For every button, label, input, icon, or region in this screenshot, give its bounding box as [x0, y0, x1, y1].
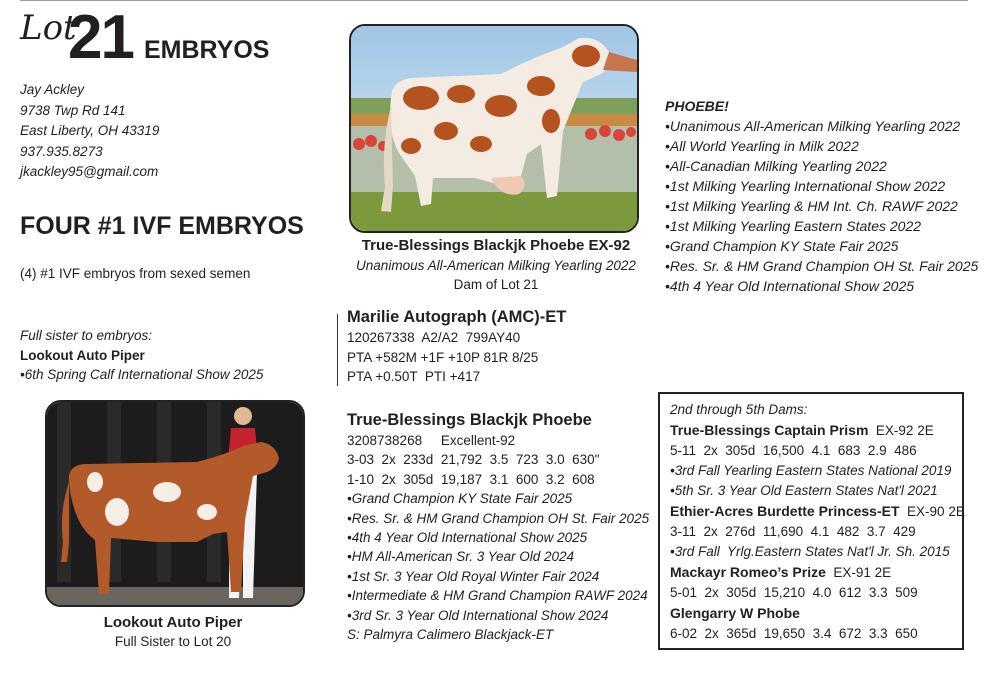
full-sister-intro: Full sister to embryos: [20, 328, 153, 343]
ancestor-heading [670, 562, 965, 583]
phoebe-awards-title: PHOEBE! [665, 98, 729, 114]
dam-id-line: 3208738268 Excellent-92 [347, 433, 516, 448]
sire-info [347, 307, 566, 387]
sire-line: PTA +582M +1F +10P 81R 8/25 [347, 349, 539, 365]
dam-award: •1st Sr. 3 Year Old Royal Winter Fair 2024 [347, 568, 600, 584]
phoebe-award: •Unanimous All-American Milking Yearling 2022 [665, 118, 961, 134]
lot-type: EMBRYOS [144, 36, 270, 64]
dam-photo-caption [346, 236, 646, 295]
dam-award: •HM All-American Sr. 3 Year Old 2024 [347, 549, 575, 565]
dam-award: •3rd Sr. 3 Year Old International Show 2024 [347, 607, 609, 623]
ancestor-note: •3rd Fall Yearling Eastern States National 2019 [670, 463, 952, 478]
consignor-contact [20, 80, 159, 183]
sire-line: PTA +0.50T PTI +417 [347, 369, 481, 384]
sire-divider [337, 314, 338, 386]
ancestor-name: Glengarry W Phobe [670, 605, 800, 621]
full-sister-note [20, 326, 263, 385]
dam-photo-role: Dam of Lot 21 [453, 277, 539, 292]
ancestry-title: 2nd through 5th Dams: [670, 402, 808, 417]
consignor-email[interactable]: jkackley95@gmail.com [20, 164, 159, 179]
offering-description: (4) #1 IVF embryos from sexed semen [20, 266, 251, 281]
dam-cow-illustration [351, 26, 637, 231]
consignor-city: East Liberty, OH 43319 [20, 123, 160, 138]
consignor-name: Jay Ackley [20, 82, 85, 97]
dam-award: •Grand Champion KY State Fair 2025 [347, 491, 573, 507]
phoebe-award: •All-Canadian Milking Yearling 2022 [665, 158, 887, 174]
ancestor-score: EX-90 2E [907, 504, 965, 519]
ancestor-heading [670, 420, 965, 441]
ancestor-record: 5-11 2x 305d 16,500 4.1 683 2.9 486 [670, 443, 917, 458]
dam-record: 3-03 2x 233d 21,792 3.5 723 3.0 630" [347, 452, 600, 468]
phoebe-award: •1st Milking Yearling & HM Int. Ch. RAWF 2022 [665, 198, 958, 214]
dam-award: •4th 4 Year Old International Show 2025 [347, 530, 588, 546]
ancestor-name: Ethier-Acres Burdette Princess-ET [670, 503, 900, 519]
dam-name: True-Blessings Blackjk Phoebe [347, 411, 592, 429]
lot-number: 21 [68, 3, 133, 72]
dam-award: •Res. Sr. & HM Grand Champion OH St. Fair 2025 [347, 510, 650, 526]
phoebe-award: •1st Milking Yearling Eastern States 2022 [665, 218, 922, 234]
dam-sire-line: S: Palmyra Calimero Blackjack-ET [347, 627, 554, 643]
sire-line: 120267338 A2/A2 799AY40 [347, 330, 521, 345]
dam-photo-subtitle: Unanimous All-American Milking Yearling 2022 [356, 257, 636, 273]
dam-photo-name: True-Blessings Blackjk Phoebe EX-92 [361, 237, 631, 254]
phoebe-award: •All World Yearling in Milk 2022 [665, 138, 859, 154]
consignor-phone: 937.935.8273 [20, 143, 103, 159]
ancestor-record: 5-01 2x 305d 15,210 4.0 612 3.3 509 [670, 585, 918, 600]
phoebe-award: •Res. Sr. & HM Grand Champion OH St. Fair 2025 [665, 258, 979, 274]
ancestor-note: •5th Sr. 3 Year Old Eastern States Nat'l 2021 [670, 483, 938, 498]
ancestor-name: True-Blessings Captain Prism [670, 422, 869, 438]
dam-photo [349, 24, 639, 233]
ancestor-record: 6-02 2x 365d 19,650 3.4 672 3.3 650 [670, 626, 918, 641]
phoebe-awards-list [665, 96, 978, 296]
offering-headline: FOUR #1 IVF EMBRYOS [20, 212, 304, 240]
ancestor-heading [670, 501, 965, 522]
full-sister-award: •6th Spring Calf International Show 2025 [20, 367, 264, 382]
phoebe-award: •4th 4 Year Old International Show 2025 [665, 278, 915, 294]
sire-name: Marilie Autograph (AMC)-ET [347, 308, 567, 326]
sister-photo [45, 400, 305, 607]
ancestor-note: •3rd Fall Yrlg.Eastern States Nat'l Jr. Sh. 2015 [670, 544, 950, 559]
sister-photo-caption [45, 613, 301, 651]
dam-info [347, 410, 649, 644]
sister-photo-name: Lookout Auto Piper [103, 614, 243, 631]
consignor-street: 9738 Twp Rd 141 [20, 102, 126, 118]
dam-award: •Intermediate & HM Grand Champion RAWF 2024 [347, 588, 648, 604]
dam-record: 1-10 2x 305d 19,187 3.1 600 3.2 608 [347, 471, 595, 487]
ancestor-heading [670, 603, 965, 624]
ancestor-score: EX-92 2E [875, 423, 934, 438]
full-sister-name: Lookout Auto Piper [20, 347, 145, 363]
ancestor-record: 3-11 2x 276d 11,690 4.1 482 3.7 429 [670, 524, 916, 539]
ancestry-box [658, 392, 964, 650]
phoebe-award: •1st Milking Yearling International Show 2022 [665, 178, 946, 194]
sister-photo-role: Full Sister to Lot 20 [114, 634, 232, 649]
ancestor-score: EX-91 2E [833, 565, 892, 580]
top-divider [20, 0, 968, 1]
ancestor-name: Mackayr Romeo’s Prize [670, 564, 826, 580]
lot-word: Lot [20, 8, 77, 48]
sister-cow-illustration [47, 402, 303, 605]
phoebe-award: •Grand Champion KY State Fair 2025 [665, 238, 899, 254]
